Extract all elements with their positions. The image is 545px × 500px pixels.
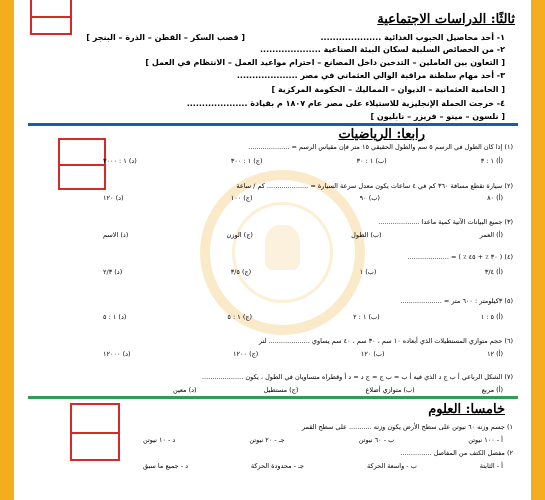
math-q5: (٥) ٣كيلومتر : ٦٠٠ متر = ....................: [400, 297, 513, 305]
science-q2-options: [143, 462, 503, 470]
option-c[interactable]: جـ - محدودة الحركة: [250, 462, 305, 470]
science-section-title: خامسا: العلوم: [428, 402, 505, 417]
math-q4: (٤) ( ٣٠ ٪ + ٤٥ ٪ ) = ....................: [407, 253, 513, 261]
option-b[interactable]: (ب) متوازي أضلاع: [365, 386, 415, 394]
math-q4-options: [103, 268, 503, 276]
social-section-title: ثالثًا: الدراسات الاجتماعية: [377, 12, 515, 27]
math-q3-options: [103, 231, 503, 239]
option-d[interactable]: (د) ١ : ٣٠٠٠: [103, 157, 137, 165]
option-b[interactable]: (ب) الطول: [351, 231, 382, 239]
social-q4: ٤- خرجت الحملة الإنجليزية للاستيلاء على مصر عام ١٨٠٧ م بقيادة ....................: [186, 99, 505, 108]
option-c[interactable]: جـ - ٢٠ نيوتن: [249, 436, 285, 444]
social-q1-options: [ قصب السكر – القطن – الذرة – البنجر ]: [86, 33, 245, 42]
option-b[interactable]: (ب) ١: [359, 268, 377, 276]
social-q1: ١- أحد محاصيل الحبوب الغذائية ....................: [320, 33, 505, 42]
math-q6: (٦) حجم متوازي المستطيلات الذي أبعاده ١٠ سم ، ٣٠ سم ، ٤٠ سم يساوي .................... لتر: [258, 337, 513, 345]
option-a[interactable]: (أ) ٣/٤: [484, 268, 503, 276]
option-c[interactable]: (ج) ١٢٠٠: [233, 350, 259, 358]
option-d[interactable]: (د) الاسم: [103, 231, 129, 239]
section-divider-green: [28, 396, 518, 399]
math-q1: (١) إذا كان الطول في الرسم ٥ سم والطول الحقيقي ١٥ متر فإن مقياس الرسم = ....................: [248, 143, 513, 151]
option-c[interactable]: (ج) ١ : ٥: [227, 313, 253, 321]
math-q7: (٧) الشكل الرباعي أ ب ج د الذي فيه أ ب = ب ج = ج د = د أ وقطراه متساويان في الطول ، يكون ....................: [201, 373, 513, 381]
science-q1: ١) جسم وزنه ٦٠ نيوتن على سطح الأرض يكون وزنه ........... على سطح القمر: [301, 423, 513, 431]
option-b[interactable]: ب - واسعة الحركة: [366, 462, 417, 470]
option-a[interactable]: (أ) العمر: [479, 231, 503, 239]
social-q4-options: [ نلسون – مينو – فريزر – نابليون ]: [370, 112, 505, 121]
option-d[interactable]: د - ١٠ نيوتن: [143, 436, 176, 444]
math-q2-options: [103, 194, 503, 202]
option-b[interactable]: (ب) ٩٠: [359, 194, 380, 202]
social-q3: ٣- أحد مهام سلطنة مراقبة الوالي العثماني في مصر ....................: [236, 71, 505, 80]
math-section-title: رابعا: الرياضيات: [338, 127, 425, 142]
left-border-bar: [0, 0, 14, 500]
option-d[interactable]: د - جميع ما سبق: [143, 462, 189, 470]
math-q5-options: [103, 313, 503, 321]
option-b[interactable]: (ب) ١ : ٢: [353, 313, 380, 321]
option-c[interactable]: (ج) مستطيل: [263, 386, 299, 394]
math-q1-options: [103, 157, 503, 165]
option-a[interactable]: أ - ١٠٠ نيوتن: [468, 436, 503, 444]
section-divider-blue: [28, 123, 518, 126]
option-a[interactable]: أ - الثابتة: [479, 462, 503, 470]
option-d[interactable]: (د) ٢/٣: [103, 268, 123, 276]
math-q2: (٢) سيارة تقطع مسافة ٣٦٠ كم في ٤ ساعات يكون معدل سرعة السيارة = .................... كم / ساعة: [236, 182, 513, 190]
right-border-bar: [531, 0, 545, 500]
social-q2: ٢- من الخصائص السلبية لسكان البيئة الصناعية ....................: [260, 45, 505, 54]
math-q6-options: [103, 350, 503, 358]
option-d[interactable]: (د) ١٢٠٠٠: [103, 350, 131, 358]
option-c[interactable]: (ج) الوزن: [226, 231, 253, 239]
social-q2-options: [ التعاون بين العاملين – التدخين داخل المصانع – احترام مواعيد العمل – الانتظام في العمل ]: [145, 58, 505, 67]
math-q7-options: [173, 386, 503, 394]
option-a[interactable]: (أ) ١٢: [487, 350, 503, 358]
option-a[interactable]: (أ) ١ : ٣: [480, 157, 503, 165]
option-d[interactable]: (د) ١٢٠: [103, 194, 124, 202]
option-a[interactable]: (أ) ٥ : ١: [480, 313, 503, 321]
option-d[interactable]: (د) معين: [173, 386, 197, 394]
science-q1-options: [143, 436, 503, 444]
score-box-math: [58, 138, 106, 190]
option-b[interactable]: (ب) ١٢٠: [360, 350, 385, 358]
option-a[interactable]: (أ) ٨٠: [487, 194, 503, 202]
option-b[interactable]: ب - ٦٠ نيوتن: [358, 436, 395, 444]
math-q3: (٣) جميع البيانات الآتية كمية ماعدا ....................: [378, 218, 513, 226]
option-c[interactable]: (ج) ١٠٠: [230, 194, 253, 202]
option-b[interactable]: (ب) ١ : ٣٠: [356, 157, 387, 165]
option-c[interactable]: (ج) ١ : ٣٠٠: [230, 157, 263, 165]
option-a[interactable]: (أ) مربع: [481, 386, 503, 394]
science-q2: ٢) مفصل الكتف من المفاصل ...............: [400, 449, 513, 457]
social-q3-options: [ الحامية العثمانية – الديوان – المماليك – الحكومة المركزية ]: [271, 85, 505, 94]
score-box-science: [70, 403, 120, 461]
option-d[interactable]: (د) ١ : ٥: [103, 313, 127, 321]
score-box-social: [30, 0, 72, 35]
option-c[interactable]: (ج) ٣/٥: [230, 268, 252, 276]
